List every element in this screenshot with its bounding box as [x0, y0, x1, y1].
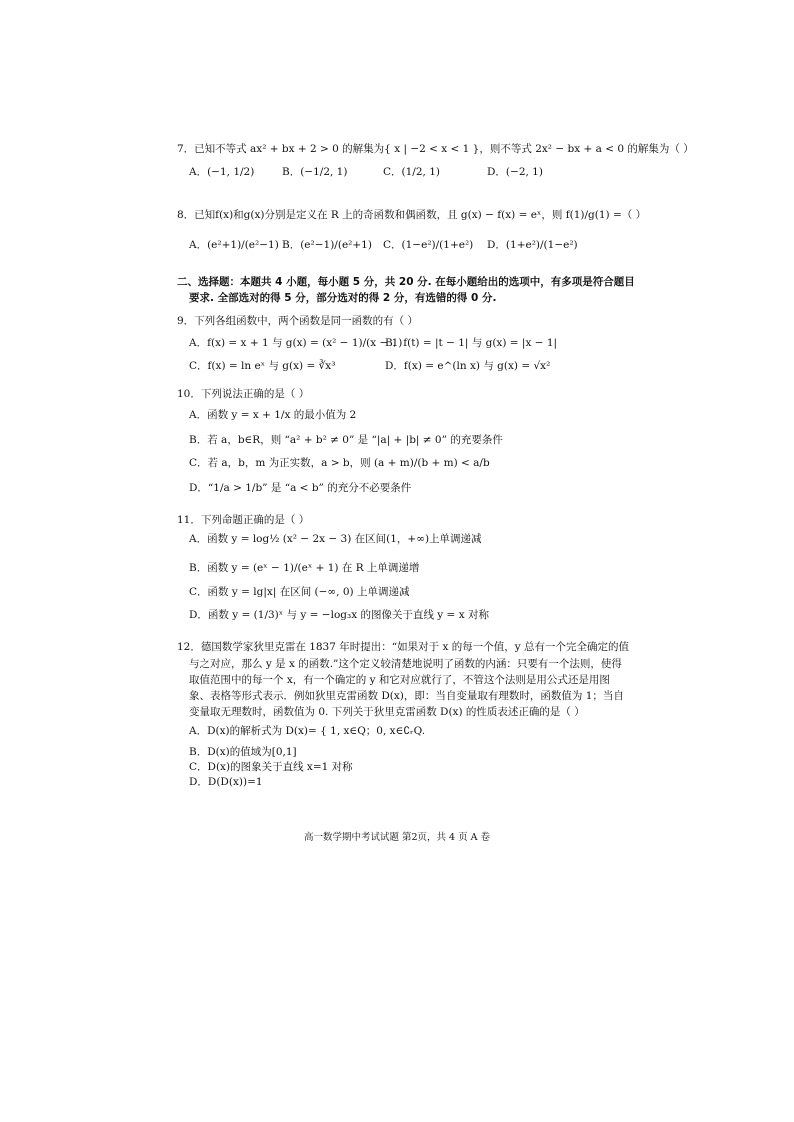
question-8-option-a: A．(e²+1)/(e²−1) [189, 239, 279, 251]
question-9-option-d: D．f(x) = e^(ln x) 与 g(x) = √x² [385, 360, 551, 372]
question-10-option-b: B．若 a，b∈R，则 “a² + b² ≠ 0” 是 “|a| + |b| ≠ 0” 的充要条件 [189, 434, 503, 446]
question-7-option-b: B．(−1/2, 1) [282, 166, 348, 178]
section-2-heading: 二、选择题：本题共 4 小题，每小题 5 分，共 20 分. 在每小题给出的选项中，有多项是符合题目 [177, 276, 635, 288]
question-8-option-d: D．(1+e²)/(1−e²) [487, 239, 578, 251]
question-8-stem: 8．已知f(x)和g(x)分别是定义在 R 上的奇函数和偶函数，且 g(x) − f(x) = eˣ，则 f(1)/g(1) =（ ） [177, 209, 647, 221]
question-10-option-a: A．函数 y = x + 1/x 的最小值为 2 [189, 409, 357, 421]
question-8-option-c: C．(1−e²)/(1+e²) [383, 239, 474, 251]
question-7-stem: 7．已知不等式 ax² + bx + 2 > 0 的解集为{ x | −2 < x < 1 }，则不等式 2x² − bx + a < 0 的解集为（ ） [177, 143, 694, 155]
question-12-line-4: 象、表格等形式表示．例如狄里克雷函数 D(x)，即：当自变量取有理数时，函数值为 1；当自 [189, 690, 624, 702]
question-8-option-b: B．(e²−1)/(e²+1) [282, 239, 372, 251]
question-12-line-3: 取值范围中的每一个 x，有一个确定的 y 和它对应就行了，不管这个法则是用公式还是用图 [189, 674, 610, 686]
question-12-option-d: D．D(D(x))=1 [189, 776, 263, 788]
question-11-option-a: A．函数 y = log½ (x² − 2x − 3) 在区间(1，+∞)上单调递减 [189, 533, 482, 545]
question-9-option-c: C．f(x) = ln eˣ 与 g(x) = ∛x³ [189, 360, 336, 372]
question-12-option-b: B．D(x)的值域为[0,1] [189, 746, 297, 758]
question-7-option-a: A．(−1, 1/2) [189, 166, 255, 178]
question-9-option-b: B．f(t) = |t − 1| 与 g(x) = |x − 1| [385, 337, 558, 349]
question-11-option-c: C．函数 y = lg|x| 在区间 (−∞, 0) 上单调递减 [189, 586, 410, 598]
question-11-option-d: D．函数 y = (1/3)ˣ 与 y = −log₃x 的图像关于直线 y = x 对称 [189, 609, 489, 621]
question-9-option-a: A．f(x) = x + 1 与 g(x) = (x² − 1)/(x − 1) [189, 337, 403, 349]
question-12-line-1: 12．德国数学家狄里克雷在 1837 年时提出：“如果对于 x 的每一个值，y 总有一个完全确定的值 [177, 641, 629, 653]
question-12-option-c: C．D(x)的图象关于直线 x=1 对称 [189, 761, 353, 773]
question-11-option-b: B．函数 y = (eˣ − 1)/(eˣ + 1) 在 R 上单调递增 [189, 562, 420, 574]
question-12-line-5: 变量取无理数时，函数值为 0. 下列关于狄里克雷函数 D(x) 的性质表述正确的是（ ） [189, 706, 585, 718]
question-9-stem: 9．下列各组函数中，两个函数是同一函数的有（ ） [177, 315, 419, 327]
question-11-stem: 11．下列命题正确的是（ ） [177, 514, 310, 526]
question-12-option-a: A．D(x)的解析式为 D(x)= { 1, x∈Q；0, x∈∁ᵣQ. [189, 725, 426, 737]
question-7-option-c: C．(1/2, 1) [383, 166, 440, 178]
page-footer: 高一数学期中考试试题 第2页，共 4 页 A 卷 [303, 832, 491, 843]
question-7-option-d: D．(−2, 1) [487, 166, 543, 178]
section-2-rules: 要求. 全部选对的得 5 分，部分选对的得 2 分，有选错的得 0 分. [189, 292, 497, 304]
question-10-option-c: C．若 a，b，m 为正实数，a > b，则 (a + m)/(b + m) < a/b [189, 457, 490, 469]
question-10-stem: 10．下列说法正确的是（ ） [177, 388, 310, 400]
question-12-line-2: 与之对应，那么 y 是 x 的函数.”这个定义较清楚地说明了函数的内涵：只要有一个法则，使得 [189, 658, 622, 670]
question-10-option-d: D．“1/a > 1/b” 是 “a < b” 的充分不必要条件 [189, 482, 412, 494]
